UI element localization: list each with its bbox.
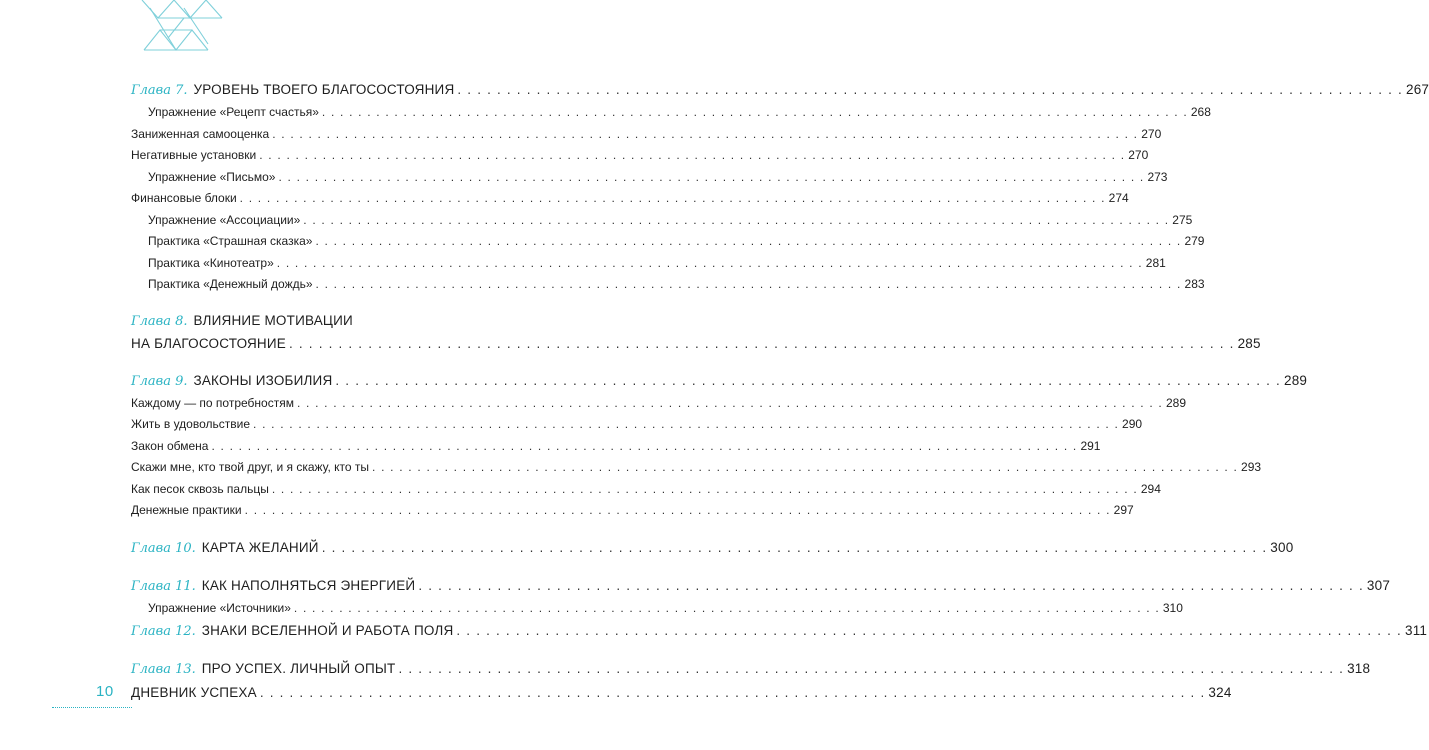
dot-leader: . . . . . . . . . . . . . . . . . . . . . . . . . . . . . . . . . . . . . . . . . . . . . . . . . . . . . . . . . . . . . . . . . . . . . . . . . . . . . . . . . . . . . . . . . . . . . . . .: [211, 438, 1078, 453]
dot-leader: . . . . . . . . . . . . . . . . . . . . . . . . . . . . . . . . . . . . . . . . . . . . . . . . . . . . . . . . . . . . . . . . . . . . . . . . . . . . . . . . . . . . . . . . . . . . . . . .: [321, 539, 1268, 555]
dot-leader: . . . . . . . . . . . . . . . . . . . . . . . . . . . . . . . . . . . . . . . . . . . . . . . . . . . . . . . . . . . . . . . . . . . . . . . . . . . . . . . . . . . . . . . . . . . . . . . .: [278, 169, 1145, 184]
page-ref: 273: [1147, 169, 1168, 184]
chapter-title: УРОВЕНЬ ТВОЕГО БЛАГОСОСТОЯНИЯ: [193, 82, 455, 97]
page-ref: 324: [1208, 685, 1232, 700]
dot-leader: . . . . . . . . . . . . . . . . . . . . . . . . . . . . . . . . . . . . . . . . . . . . . . . . . . . . . . . . . . . . . . . . . . . . . . . . . . . . . . . . . . . . . . . . . . . . . . . .: [293, 600, 1160, 615]
dot-leader: . . . . . . . . . . . . . . . . . . . . . . . . . . . . . . . . . . . . . . . . . . . . . . . . . . . . . . . . . . . . . . . . . . . . . . . . . . . . . . . . . . . . . . . . . . . . . . . .: [296, 395, 1163, 410]
page-ref: 289: [1165, 395, 1186, 410]
page-ref: 290: [1122, 417, 1143, 431]
page-ref: 300: [1270, 539, 1294, 555]
toc-chapter-10[interactable]: [131, 536, 1294, 560]
toc-chapter-11[interactable]: [131, 574, 1391, 598]
toc-item-label: Упражнение «Письмо»: [148, 169, 276, 184]
page-ref: 270: [1128, 148, 1149, 162]
dot-leader: . . . . . . . . . . . . . . . . . . . . . . . . . . . . . . . . . . . . . . . . . . . . . . . . . . . . . . . . . . . . . . . . . . . . . . . . . . . . . . . . . . . . . . . . . . . . . . . .: [271, 481, 1138, 496]
toc-item-label: Жить в удовольствие: [131, 417, 251, 431]
toc-item[interactable]: [131, 124, 1162, 146]
toc-item[interactable]: [131, 393, 1186, 415]
toc-item-label: Денежные практики: [131, 503, 242, 517]
toc-item[interactable]: [131, 188, 1129, 210]
chapter-prefix: Глава 7.: [131, 83, 188, 98]
toc-item[interactable]: [131, 598, 1183, 620]
toc-chapter-13[interactable]: [131, 657, 1371, 681]
toc-item[interactable]: [131, 210, 1193, 232]
toc-item[interactable]: [131, 436, 1101, 458]
triangle-ornament: [128, 0, 238, 52]
page-ref: 307: [1366, 577, 1391, 593]
chapter-title: ЗАКОНЫ ИЗОБИЛИЯ: [193, 372, 333, 388]
chapter-prefix: Глава 13.: [131, 662, 196, 677]
chapter-title-line2: НА БЛАГОСОСТОЯНИЕ: [131, 335, 286, 351]
dot-leader: . . . . . . . . . . . . . . . . . . . . . . . . . . . . . . . . . . . . . . . . . . . . . . . . . . . . . . . . . . . . . . . . . . . . . . . . . . . . . . . . . . . . . . . . . . . . . . . .: [259, 685, 1206, 700]
page-ref: 297: [1113, 503, 1134, 517]
chapter-title: КАРТА ЖЕЛАНИЙ: [201, 539, 319, 555]
page-ref: 289: [1284, 372, 1308, 388]
dot-leader: . . . . . . . . . . . . . . . . . . . . . . . . . . . . . . . . . . . . . . . . . . . . . . . . . . . . . . . . . . . . . . . . . . . . . . . . . . . . . . . . . . . . . . . . . . . . . . . .: [244, 503, 1111, 517]
chapter-title: КАК НАПОЛНЯТЬСЯ ЭНЕРГИЕЙ: [201, 577, 416, 593]
toc-item-label: Финансовые блоки: [131, 191, 237, 205]
table-of-contents: [131, 78, 1429, 705]
diary-title: ДНЕВНИК УСПЕХА: [131, 685, 257, 700]
chapter-prefix: Глава 8.: [131, 313, 188, 329]
page-ref: 294: [1140, 481, 1161, 496]
toc-item-label: Упражнение «Источники»: [148, 600, 291, 615]
toc-chapter-8[interactable]: [131, 310, 1261, 355]
toc-item[interactable]: [131, 479, 1161, 501]
page-ref: 270: [1141, 126, 1162, 141]
dot-leader: . . . . . . . . . . . . . . . . . . . . . . . . . . . . . . . . . . . . . . . . . . . . . . . . . . . . . . . . . . . . . . . . . . . . . . . . . . . . . . . . . . . . . . . . . . . . . . . .: [321, 105, 1188, 119]
dot-leader: . . . . . . . . . . . . . . . . . . . . . . . . . . . . . . . . . . . . . . . . . . . . . . . . . . . . . . . . . . . . . . . . . . . . . . . . . . . . . . . . . . . . . . . . . . . . . . . .: [418, 577, 1364, 593]
page-ref: 274: [1108, 191, 1129, 205]
dot-leader: . . . . . . . . . . . . . . . . . . . . . . . . . . . . . . . . . . . . . . . . . . . . . . . . . . . . . . . . . . . . . . . . . . . . . . . . . . . . . . . . . . . . . . . . . . . . . . . .: [335, 372, 1281, 388]
toc-item-label: Как песок сквозь пальцы: [131, 481, 269, 496]
toc-chapter-12[interactable]: [131, 619, 1428, 643]
dot-leader: . . . . . . . . . . . . . . . . . . . . . . . . . . . . . . . . . . . . . . . . . . . . . . . . . . . . . . . . . . . . . . . . . . . . . . . . . . . . . . . . . . . . . . . . . . . . . . . .: [398, 661, 1345, 676]
chapter-title-line1: ВЛИЯНИЕ МОТИВАЦИИ: [193, 312, 353, 328]
toc-item-label: Скажи мне, кто твой друг, и я скажу, кто ты: [131, 460, 370, 474]
toc-item[interactable]: [131, 231, 1205, 253]
toc-item[interactable]: [131, 274, 1205, 296]
dot-leader: . . . . . . . . . . . . . . . . . . . . . . . . . . . . . . . . . . . . . . . . . . . . . . . . . . . . . . . . . . . . . . . . . . . . . . . . . . . . . . . . . . . . . . . . . . . . . . . .: [303, 212, 1170, 227]
dot-leader: . . . . . . . . . . . . . . . . . . . . . . . . . . . . . . . . . . . . . . . . . . . . . . . . . . . . . . . . . . . . . . . . . . . . . . . . . . . . . . . . . . . . . . . . . . . . . . . .: [276, 255, 1143, 270]
footer-rule: [52, 707, 132, 708]
page-ref: 318: [1347, 661, 1371, 676]
dot-leader: . . . . . . . . . . . . . . . . . . . . . . . . . . . . . . . . . . . . . . . . . . . . . . . . . . . . . . . . . . . . . . . . . . . . . . . . . . . . . . . . . . . . . . . . . . . . . . . .: [259, 148, 1126, 162]
toc-item[interactable]: [131, 414, 1143, 436]
chapter-prefix: Глава 9.: [131, 373, 188, 389]
dot-leader: . . . . . . . . . . . . . . . . . . . . . . . . . . . . . . . . . . . . . . . . . . . . . . . . . . . . . . . . . . . . . . . . . . . . . . . . . . . . . . . . . . . . . . . . . . . . . . . .: [253, 417, 1120, 431]
page-ref: 293: [1241, 460, 1262, 474]
page-ref: 275: [1172, 212, 1193, 227]
dot-leader: . . . . . . . . . . . . . . . . . . . . . . . . . . . . . . . . . . . . . . . . . . . . . . . . . . . . . . . . . . . . . . . . . . . . . . . . . . . . . . . . . . . . . . . . . . . . . . . .: [315, 277, 1182, 291]
chapter-prefix: Глава 10.: [131, 540, 196, 556]
chapter-title: ЗНАКИ ВСЕЛЕННОЙ И РАБОТА ПОЛЯ: [201, 623, 454, 638]
dot-leader: . . . . . . . . . . . . . . . . . . . . . . . . . . . . . . . . . . . . . . . . . . . . . . . . . . . . . . . . . . . . . . . . . . . . . . . . . . . . . . . . . . . . . . . . . . . . . . . .: [239, 191, 1106, 205]
toc-item[interactable]: [131, 253, 1166, 275]
page-ref: 311: [1405, 623, 1428, 638]
toc-item-label: Практика «Кинотеатр»: [148, 255, 274, 270]
toc-item[interactable]: [131, 102, 1211, 124]
toc-item[interactable]: [131, 500, 1134, 522]
page-ref: 281: [1145, 255, 1166, 270]
page-ref: 283: [1184, 277, 1205, 291]
toc-item-label: Заниженная самооценка: [131, 126, 270, 141]
toc-item-label: Практика «Денежный дождь»: [148, 277, 313, 291]
page-ref: 310: [1162, 600, 1183, 615]
toc-chapter-7[interactable]: [131, 78, 1429, 102]
page-ref: 267: [1405, 82, 1429, 97]
toc-item-label: Каждому — по потребностям: [131, 395, 294, 410]
page-ref: 279: [1184, 234, 1205, 248]
toc-item[interactable]: [131, 145, 1149, 167]
toc-item-label: Практика «Страшная сказка»: [148, 234, 313, 248]
toc-item[interactable]: [131, 457, 1262, 479]
toc-item-label: Негативные установки: [131, 148, 257, 162]
page-ref: 291: [1080, 438, 1101, 453]
toc-item-label: Закон обмена: [131, 438, 209, 453]
toc-item[interactable]: [131, 167, 1168, 189]
toc-chapter-9[interactable]: [131, 369, 1308, 393]
toc-diary[interactable]: [131, 681, 1232, 705]
toc-item-label: Упражнение «Рецепт счастья»: [148, 105, 319, 119]
page-ref: 285: [1237, 335, 1261, 351]
dot-leader: . . . . . . . . . . . . . . . . . . . . . . . . . . . . . . . . . . . . . . . . . . . . . . . . . . . . . . . . . . . . . . . . . . . . . . . . . . . . . . . . . . . . . . . . . . . . . . . .: [456, 623, 1402, 638]
chapter-prefix: Глава 12.: [131, 624, 196, 639]
page-ref: 268: [1190, 105, 1211, 119]
chapter-title: ПРО УСПЕХ. ЛИЧНЫЙ ОПЫТ: [201, 661, 396, 676]
page-number: 10: [96, 683, 114, 700]
toc-item-label: Упражнение «Ассоциации»: [148, 212, 301, 227]
chapter-prefix: Глава 11.: [131, 578, 196, 594]
dot-leader: . . . . . . . . . . . . . . . . . . . . . . . . . . . . . . . . . . . . . . . . . . . . . . . . . . . . . . . . . . . . . . . . . . . . . . . . . . . . . . . . . . . . . . . . . . . . . . . .: [372, 460, 1239, 474]
dot-leader: . . . . . . . . . . . . . . . . . . . . . . . . . . . . . . . . . . . . . . . . . . . . . . . . . . . . . . . . . . . . . . . . . . . . . . . . . . . . . . . . . . . . . . . . . . . . . . . .: [457, 82, 1403, 97]
dot-leader: . . . . . . . . . . . . . . . . . . . . . . . . . . . . . . . . . . . . . . . . . . . . . . . . . . . . . . . . . . . . . . . . . . . . . . . . . . . . . . . . . . . . . . . . . . . . . . . .: [289, 335, 1235, 351]
dot-leader: . . . . . . . . . . . . . . . . . . . . . . . . . . . . . . . . . . . . . . . . . . . . . . . . . . . . . . . . . . . . . . . . . . . . . . . . . . . . . . . . . . . . . . . . . . . . . . . .: [315, 234, 1182, 248]
dot-leader: . . . . . . . . . . . . . . . . . . . . . . . . . . . . . . . . . . . . . . . . . . . . . . . . . . . . . . . . . . . . . . . . . . . . . . . . . . . . . . . . . . . . . . . . . . . . . . . .: [272, 126, 1139, 141]
